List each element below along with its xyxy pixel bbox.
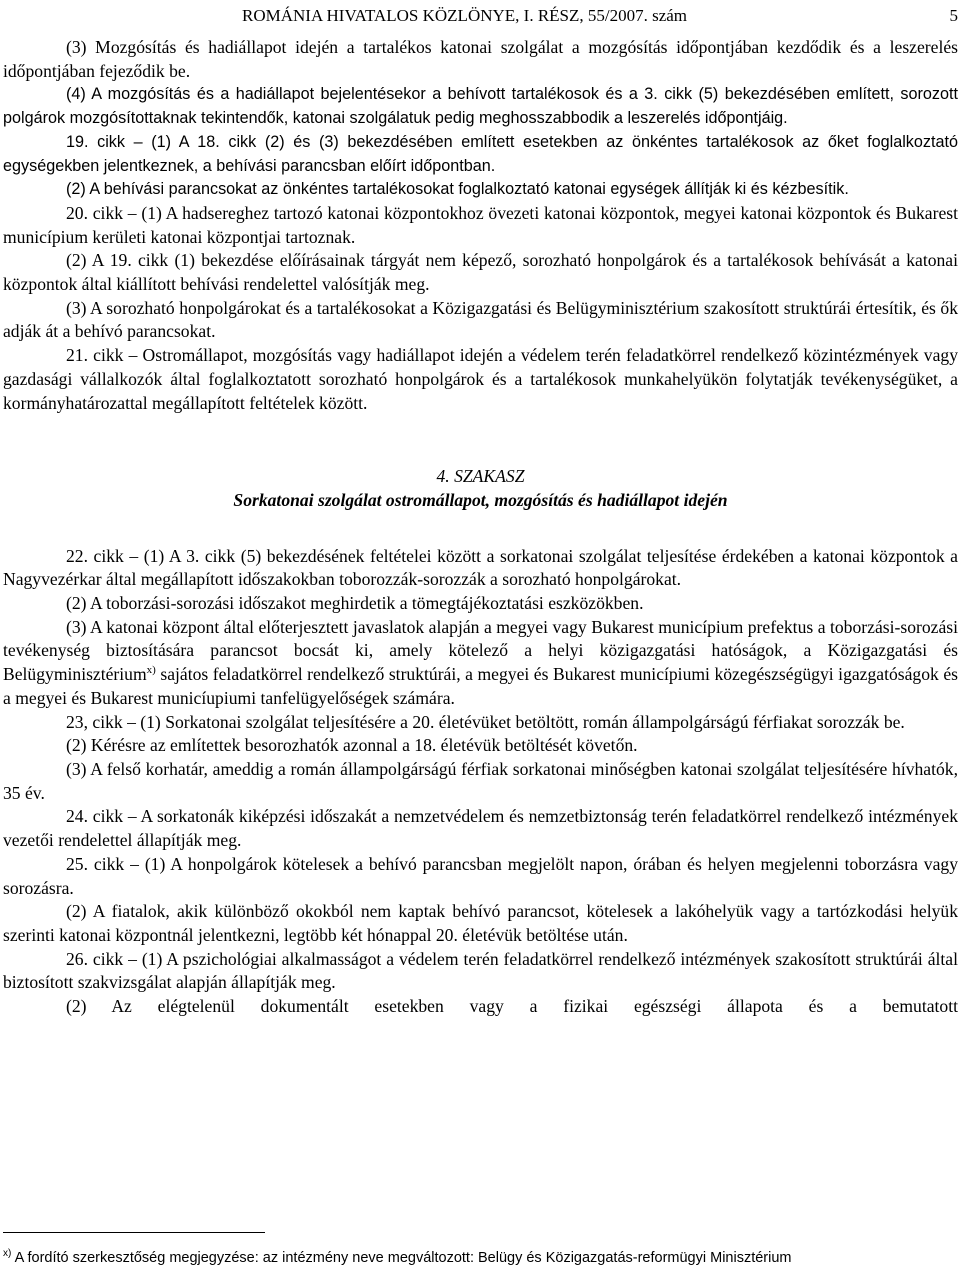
page-number: 5 <box>949 6 958 25</box>
document-body <box>3 36 958 1019</box>
page-header <box>242 6 958 28</box>
footnote-text: A fordító szerkesztőség megjegyzése: az intézmény neve megváltozott: Belügy és Közigazgatás-reformügyi Minisztérium <box>11 1250 792 1266</box>
paragraph-text: (3) A katonai központ által előterjesztett javaslatok alapján a megyei vagy Bukarest municípium prefektus a toborzási-sorozási tevékenység biztosítására parancsot bocsát ki, amely kötelező a helyi közigazgatási hatóságok, a Közigazgatási és Belügyminisztérium <box>3 616 958 685</box>
footnote-reference: x) <box>146 664 156 677</box>
paragraph: (2) A toborzási-sorozási időszakot meghirdetik a tömegtájékoztatási eszközökben. <box>66 593 644 614</box>
gazette-title: ROMÁNIA HIVATALOS KÖZLÖNYE, I. RÉSZ, 55/2007. szám <box>242 6 688 25</box>
paragraph: 19. cikk – (1) A 18. cikk (2) és (3) bekezdésében említett esetekben az önkéntes tartalékosok az őket foglalkoztató egységekben jelentkeznek, a behívási parancsban előírt időpontban. <box>3 132 958 175</box>
paragraph <box>3 616 958 711</box>
paragraph: 20. cikk – (1) A hadsereghez tartozó katonai központokhoz övezeti katonai központok, megyei katonai központok és Bukarest municípium kerületi katonai központjai tartoznak. <box>3 202 958 247</box>
paragraph: 24. cikk – A sorkatonák kiképzési időszakát a nemzetvédelem és nemzetbiztonság terén feladatkörrel rendelkező intézmények vezetői rendelettel állapítják meg. <box>3 806 958 851</box>
section-number: 4. SZAKASZ <box>436 466 525 487</box>
paragraph: 22. cikk – (1) A 3. cikk (5) bekezdésének feltételei között a sorkatonai szolgálat teljesítése érdekében a katonai központok a Nagyvezérkar által megállapított időszakokban toborozzák-sorozzák a sorozható honpolgárokat. <box>3 545 958 590</box>
paragraph: (3) A felső korhatár, ameddig a román állampolgárságú férfiak sorkatonai minőségben katonai szolgálat teljesítésére hívhatók, 35 év. <box>3 758 958 803</box>
footnote <box>3 1250 958 1266</box>
paragraph: (2) A fiatalok, akik különböző okokból nem kaptak behívó parancsot, kötelesek a lakóhelyük vagy a tartózkodási helyük szerinti katonai központnál jelentkezni, legtöbb két hónappal 20. életévük betöltése után. <box>3 901 958 945</box>
footnote-divider <box>3 1232 265 1233</box>
paragraph: 26. cikk – (1) A pszichológiai alkalmasságot a védelem terén feladatkörrel rendelkező intézmények szakosított struktúrái által biztosított szakvizsgálat alapján állapítják meg. <box>3 948 958 993</box>
paragraph: 21. cikk – Ostromállapot, mozgósítás vagy hadiállapot idején a védelem terén feladatkörrel rendelkező közintézmények vagy gazdasági vállalkozók által foglalkoztatott sorozható honpolgárok és a tartalékosok munkahelyükön folytatják tevékenységüket, a kormányhatározattal megállapított feltételek között. <box>3 345 958 413</box>
paragraph: (2) Az elégtelenül dokumentált esetekben vagy a fizikai egészségi állapota és a bemutatott <box>66 996 958 1017</box>
paragraph: (3) A sorozható honpolgárokat és a tartalékosokat a Közigazgatási és Belügyminisztérium szakosított struktúrái értesítik, és ők adják át a behívó parancsokat. <box>3 297 958 342</box>
paragraph: (3) Mozgósítás és hadiállapot idején a tartalékos katonai szolgálat a mozgósítás időpontjában kezdődik és a leszerelés időpontjában fejeződik be. <box>3 37 958 81</box>
paragraph: (2) A behívási parancsokat az önkéntes tartalékosokat foglalkoztató katonai egységek állítják ki és kézbesítik. <box>66 180 849 199</box>
paragraph: (2) A 19. cikk (1) bekezdése előírásainak tárgyát nem képező, sorozható honpolgárok és a tartalékosok behívását a katonai központok által kiállított behívási rendelettel valósítják meg. <box>3 250 958 295</box>
paragraph: (2) Kérésre az említettek besorozhatók azonnal a 18. életévük betöltését követőn. <box>66 735 638 756</box>
section-title: Sorkatonai szolgálat ostromállapot, mozgósítás és hadiállapot idején <box>233 489 728 510</box>
paragraph: 25. cikk – (1) A honpolgárok kötelesek a behívó parancsban megjelölt napon, órában és helyen megjelenni toborzásra vagy sorozásra. <box>3 853 958 898</box>
paragraph: 23, cikk – (1) Sorkatonai szolgálat teljesítésére a 20. életévüket betöltött, román állampolgárságú férfiakat sorozzák be. <box>66 711 905 732</box>
footnote-marker: x) <box>3 1248 12 1260</box>
paragraph-text: sajátos feladatkörrel rendelkező struktúrái, a megyei és Bukarest municípiumi közegészségügyi igazgatóságok és a megyei és Bukarest municíupiumi tanfelügyelőségek számára. <box>3 664 958 708</box>
paragraph: (4) A mozgósítás és a hadiállapot bejelentésekor a behívott tartalékosok és a 3. cikk (5) bekezdésében említett, sorozott polgárok mozgósítottaknak tekintendők, katonai szolgálatuk pedig meghosszabbodik a leszerelés időpontjáig. <box>3 85 958 128</box>
